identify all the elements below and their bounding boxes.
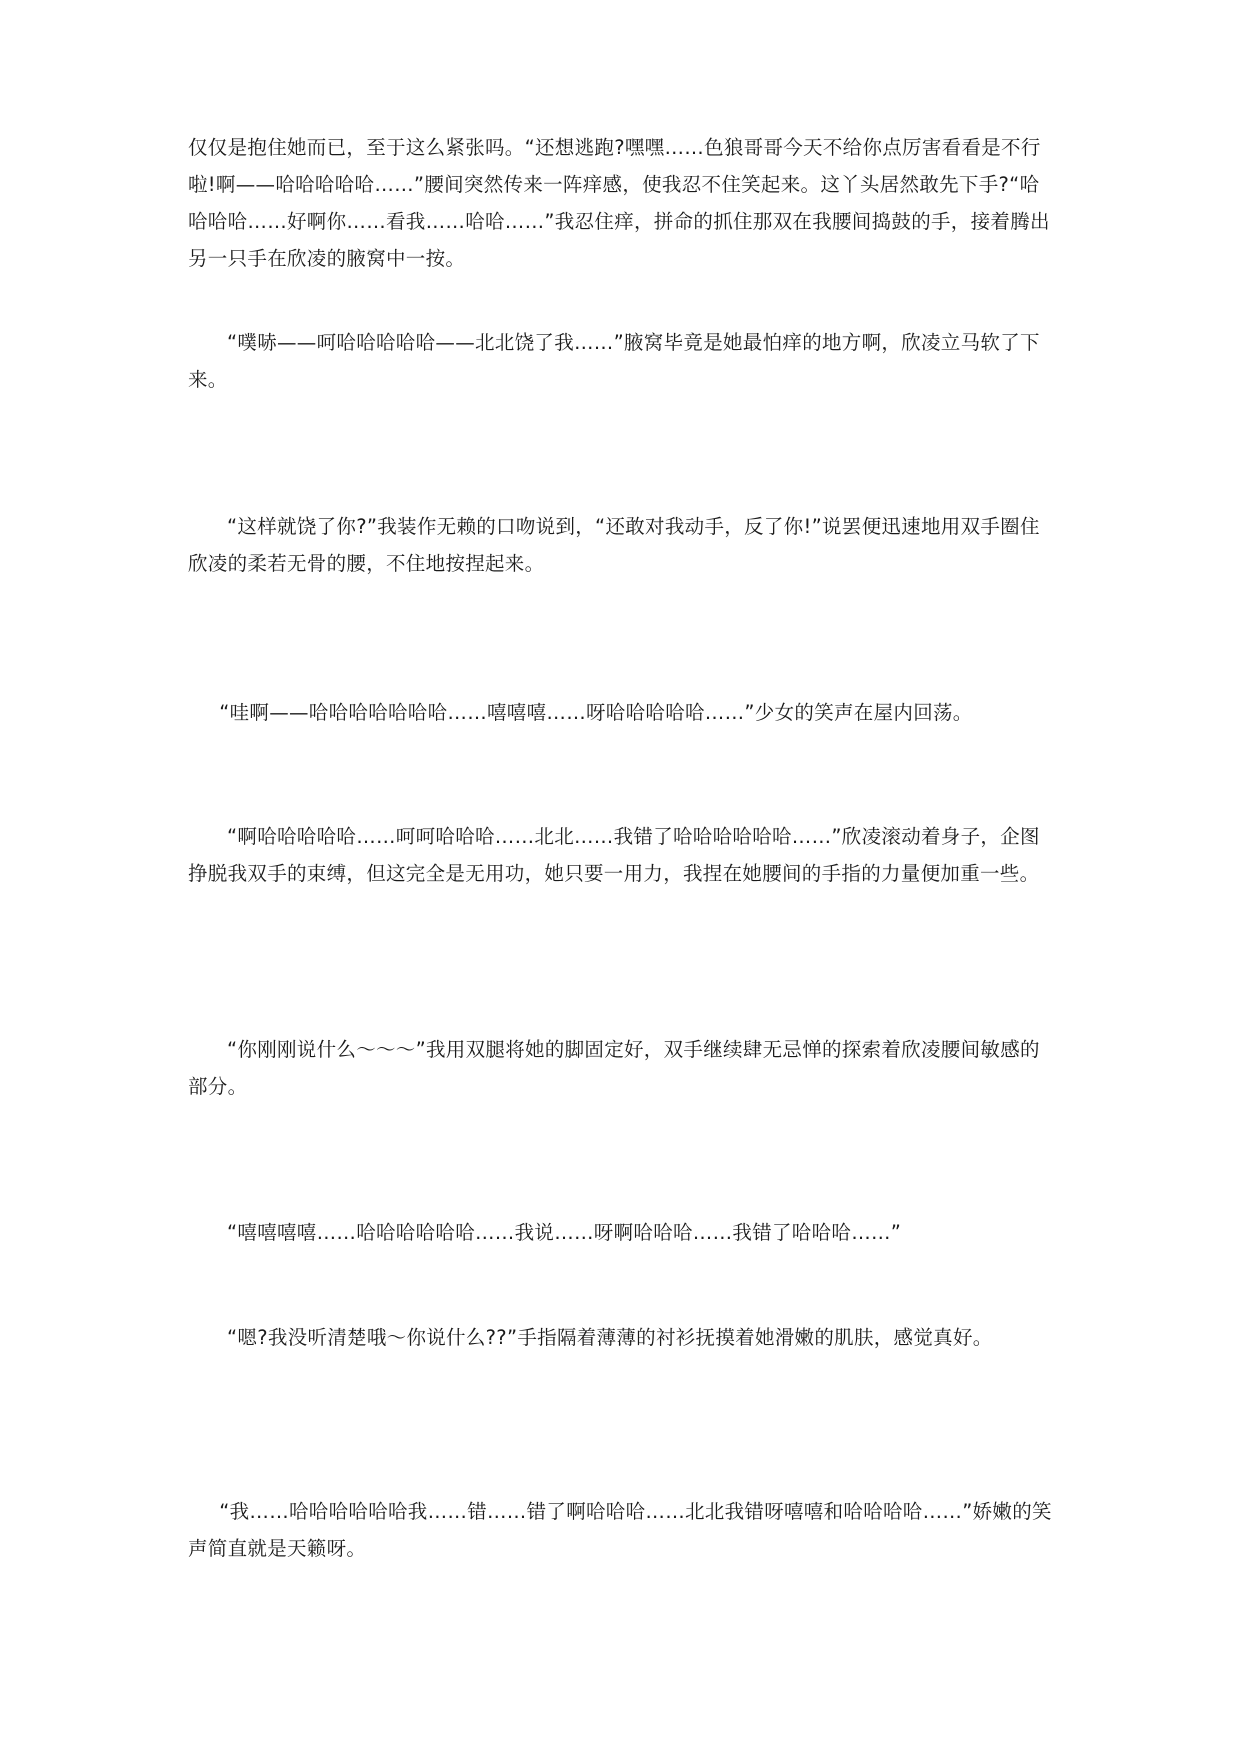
paragraph-4: “哇啊——哈哈哈哈哈哈哈……嘻嘻嘻……呀哈哈哈哈哈……”少女的笑声在屋内回荡。: [219, 701, 973, 724]
paragraph-2: “噗哧——呵哈哈哈哈哈——北北饶了我……”腋窝毕竟是她最怕痒的地方啊，欣凌立马软了下来。: [188, 331, 1040, 391]
paragraph-9: “我……哈哈哈哈哈哈我……错……错了啊哈哈哈……北北我错呀嘻嘻和哈哈哈哈……”娇嫩的笑声简直就是天籁呀。: [188, 1500, 1052, 1560]
paragraph-6: “你刚刚说什么～～～”我用双腿将她的脚固定好，双手继续肆无忌惮的探索着欣凌腰间敏感的部分。: [188, 1038, 1040, 1098]
paragraph-3: “这样就饶了你?”我装作无赖的口吻说到，“还敢对我动手，反了你!”说罢便迅速地用双手圈住欣凌的柔若无骨的腰，不住地按捏起来。: [188, 515, 1040, 575]
paragraph-1: 仅仅是抱住她而已，至于这么紧张吗。“还想逃跑?嘿嘿……色狼哥哥今天不给你点厉害看看是不行啦!啊——哈哈哈哈哈……”腰间突然传来一阵痒感，使我忍不住笑起来。这丫头居然敢先下手?“哈哈哈哈……好啊你……看我……哈哈……”我忍住痒，拼命的抓住那双在我腰间捣鼓的手，接着腾出另一只手在欣凌的腋窝中一按。: [188, 136, 1050, 270]
paragraph-5: “啊哈哈哈哈哈……呵呵哈哈哈……北北……我错了哈哈哈哈哈哈……”欣凌滚动着身子，企图挣脱我双手的束缚，但这完全是无用功，她只要一用力，我捏在她腰间的手指的力量便加重一些。: [188, 825, 1040, 885]
paragraph-8: “嗯?我没听清楚哦～你说什么??”手指隔着薄薄的衬衫抚摸着她滑嫩的肌肤，感觉真好。: [227, 1326, 993, 1349]
paragraph-7: “嘻嘻嘻嘻……哈哈哈哈哈哈……我说……呀啊哈哈哈……我错了哈哈哈……”: [227, 1221, 902, 1244]
